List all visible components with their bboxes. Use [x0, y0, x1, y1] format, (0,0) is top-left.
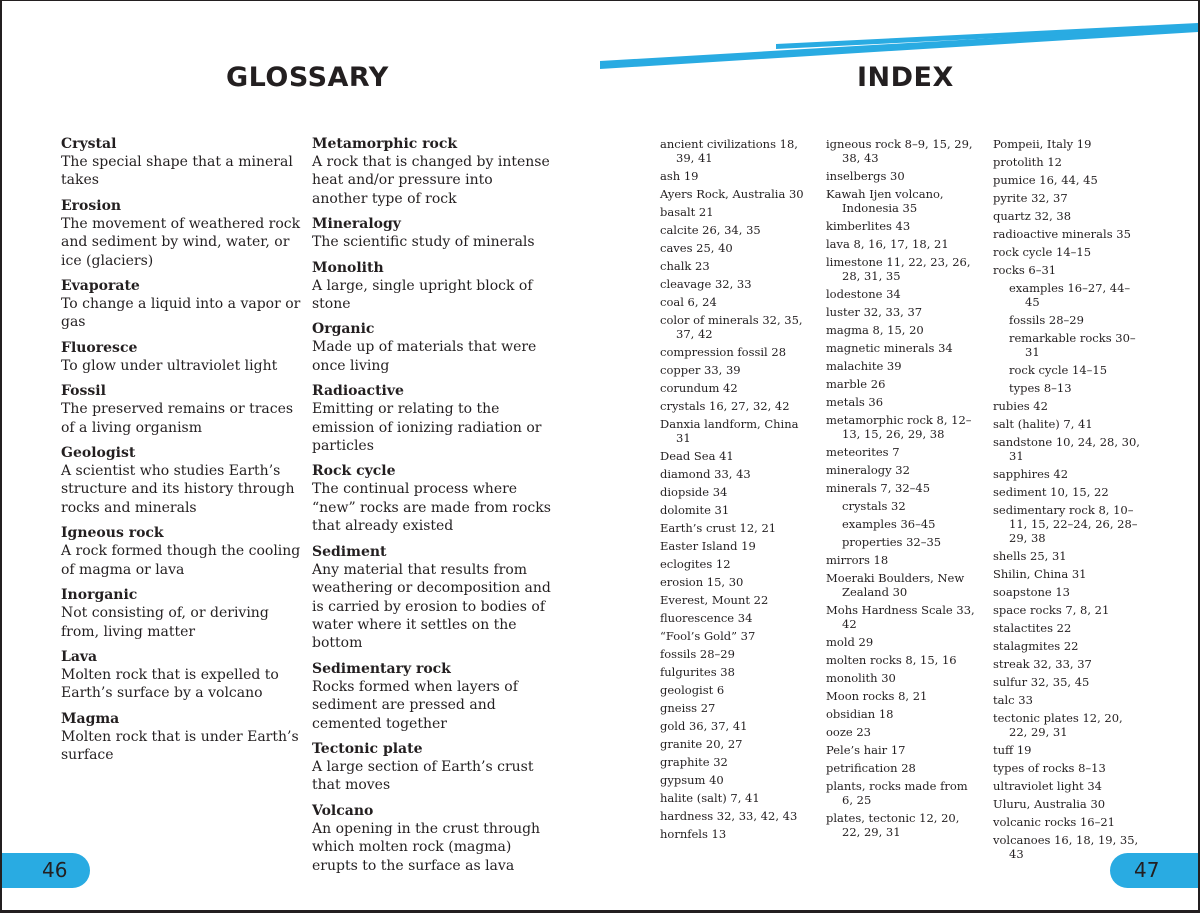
index-entry: magma 8, 15, 20 [826, 323, 924, 337]
glossary-term: Sediment [312, 543, 387, 560]
glossary-definition: To change a liquid into a vapor or gas [61, 296, 301, 331]
index-entry: meteorites 7 [826, 445, 900, 459]
index-entry: Moon rocks 8, 21 [826, 689, 928, 703]
glossary-definition: Made up of materials that were once living [312, 339, 537, 374]
glossary-definition: An opening in the crust through which molten rock (magma) erupts to the surface as lava [312, 820, 541, 874]
index-entry: chalk 23 [660, 259, 710, 273]
index-entry: Earth’s crust 12, 21 [660, 521, 777, 535]
index-entry: color of minerals 32, 35, 37, 42 [660, 313, 803, 341]
index-entry: coal 6, 24 [660, 295, 717, 309]
glossary-definition: Any material that results from weathering or decomposition and is carried by erosion to bodies of water where it settles on the bottom [312, 561, 551, 652]
glossary-entry [61, 710, 301, 765]
index-entry: kimberlites 43 [826, 219, 911, 233]
index-subentry: properties 32–35 [842, 535, 942, 549]
page-border-left [0, 0, 2, 913]
index-entry: halite (salt) 7, 41 [660, 791, 760, 805]
glossary-entry [61, 339, 301, 375]
index-entry: geologist 6 [660, 683, 725, 697]
index-entry: Kawah Ijen volcano, Indonesia 35 [826, 187, 944, 215]
index-entry: petrification 28 [826, 761, 916, 775]
index-entry: mirrors 18 [826, 553, 889, 567]
glossary-entry [312, 462, 552, 535]
index-subentry: crystals 32 [842, 499, 906, 513]
glossary-term: Erosion [61, 197, 122, 214]
glossary-definition: A rock formed though the cooling of magma or lava [61, 543, 301, 578]
index-entry: streak 32, 33, 37 [993, 657, 1092, 671]
index-entry: sediment 10, 15, 22 [993, 485, 1109, 499]
glossary-definition: The special shape that a mineral takes [61, 154, 293, 189]
index-entry: lava 8, 16, 17, 18, 21 [826, 237, 949, 251]
index-entry: ooze 23 [826, 725, 872, 739]
index-entry: pyrite 32, 37 [993, 191, 1068, 205]
glossary-term: Volcano [312, 802, 374, 819]
glossary-column-right [312, 135, 552, 882]
index-entry: rock cycle 14–15 [993, 245, 1092, 259]
index-entry: ultraviolet light 34 [993, 779, 1102, 793]
glossary-term: Magma [61, 710, 120, 727]
glossary-definition: Molten rock that is expelled to Earth’s surface by a volcano [61, 666, 279, 702]
index-entry: fulgurites 38 [660, 665, 735, 679]
index-entry: tectonic plates 12, 20, 22, 29, 31 [993, 711, 1123, 739]
glossary-column-left [61, 135, 301, 772]
index-entry: Easter Island 19 [660, 539, 756, 553]
index-subentry: examples 16–27, 44–45 [1009, 281, 1131, 309]
glossary-entry [312, 135, 552, 208]
index-entry: space rocks 7, 8, 21 [993, 603, 1110, 617]
index-entry: rubies 42 [993, 399, 1048, 413]
index-entry: dolomite 31 [660, 503, 730, 517]
glossary-entry [61, 277, 301, 332]
index-entry: fossils 28–29 [660, 647, 735, 661]
glossary-term: Fossil [61, 383, 106, 400]
glossary-term: Geologist [61, 445, 136, 462]
glossary-entry [312, 259, 552, 314]
index-subentry: examples 36–45 [842, 517, 936, 531]
glossary-term: Evaporate [61, 278, 140, 295]
index-column-1 [660, 137, 810, 845]
accent-stripe [598, 22, 1198, 72]
index-entry: pumice 16, 44, 45 [993, 173, 1098, 187]
glossary-entry [312, 660, 552, 733]
page-number-right: 47 [1134, 858, 1160, 882]
glossary-term: Igneous rock [61, 525, 164, 542]
index-entry: Uluru, Australia 30 [993, 797, 1106, 811]
index-entry: caves 25, 40 [660, 241, 733, 255]
glossary-definition: Rocks formed when layers of sediment are pressed and cemented together [312, 678, 518, 732]
index-entry: radioactive minerals 35 [993, 227, 1131, 241]
glossary-entry [312, 215, 552, 251]
glossary-term: Mineralogy [312, 216, 401, 233]
glossary-term: Radioactive [312, 383, 404, 400]
index-entry: Shilin, China 31 [993, 567, 1087, 581]
index-entry: Everest, Mount 22 [660, 593, 769, 607]
index-entry: ash 19 [660, 169, 699, 183]
glossary-entry [61, 197, 301, 270]
glossary-entry [312, 543, 552, 653]
index-entry: hardness 32, 33, 42, 43 [660, 809, 798, 823]
index-entry: molten rocks 8, 15, 16 [826, 653, 957, 667]
glossary-term: Metamorphic rock [312, 136, 458, 152]
index-entry: sulfur 32, 35, 45 [993, 675, 1090, 689]
index-entry: limestone 11, 22, 23, 26, 28, 31, 35 [826, 255, 971, 283]
index-entry: Ayers Rock, Australia 30 [660, 187, 804, 201]
glossary-entry [312, 740, 552, 795]
index-entry: mold 29 [826, 635, 874, 649]
index-subentry: fossils 28–29 [1009, 313, 1084, 327]
index-entry: cleavage 32, 33 [660, 277, 752, 291]
index-entry: Danxia landform, China 31 [660, 417, 799, 445]
glossary-entry [61, 586, 301, 641]
index-entry: protolith 12 [993, 155, 1062, 169]
index-entry: gypsum 40 [660, 773, 724, 787]
index-entry: luster 32, 33, 37 [826, 305, 923, 319]
glossary-entry [61, 524, 301, 579]
index-entry: magnetic minerals 34 [826, 341, 953, 355]
index-entry: corundum 42 [660, 381, 738, 395]
index-entry: stalagmites 22 [993, 639, 1079, 653]
index-entry: gneiss 27 [660, 701, 716, 715]
index-entry: inselbergs 30 [826, 169, 905, 183]
index-entry: graphite 32 [660, 755, 728, 769]
index-entry: monolith 30 [826, 671, 896, 685]
index-entry: quartz 32, 38 [993, 209, 1072, 223]
glossary-term: Sedimentary rock [312, 660, 451, 677]
index-entry: soapstone 13 [993, 585, 1070, 599]
glossary-definition: The continual process where “new” rocks are made from rocks that already existed [312, 481, 551, 535]
glossary-term: Lava [61, 648, 98, 665]
index-entry: crystals 16, 27, 32, 42 [660, 399, 790, 413]
index-entry: salt (halite) 7, 41 [993, 417, 1093, 431]
index-entry: hornfels 13 [660, 827, 727, 841]
index-subentry: rock cycle 14–15 [1009, 363, 1108, 377]
glossary-definition: Not consisting of, or deriving from, living matter [61, 605, 269, 640]
index-entry: Mohs Hardness Scale 33, 42 [826, 603, 975, 631]
index-entry: lodestone 34 [826, 287, 901, 301]
glossary-entry [61, 648, 301, 703]
index-entry: volcanoes 16, 18, 19, 35, 43 [993, 833, 1139, 861]
index-entry: Dead Sea 41 [660, 449, 734, 463]
glossary-definition: Molten rock that is under Earth’s surface [61, 728, 299, 764]
index-entry: metals 36 [826, 395, 884, 409]
index-entry: sandstone 10, 24, 28, 30, 31 [993, 435, 1140, 463]
index-subentry: types 8–13 [1009, 381, 1072, 395]
index-entry: calcite 26, 34, 35 [660, 223, 761, 237]
glossary-term: Rock cycle [312, 463, 396, 480]
index-column-2 [826, 137, 976, 843]
glossary-definition: To glow under ultraviolet light [61, 357, 278, 374]
glossary-term: Fluoresce [61, 339, 138, 356]
glossary-definition: The movement of weathered rock and sediment by wind, water, or ice (glaciers) [61, 215, 301, 269]
glossary-definition: A large, single upright block of stone [312, 277, 533, 313]
index-entry: basalt 21 [660, 205, 714, 219]
glossary-term: Tectonic plate [312, 740, 423, 757]
index-entry: types of rocks 8–13 [993, 761, 1106, 775]
index-entry: mineralogy 32 [826, 463, 910, 477]
index-entry: diamond 33, 43 [660, 467, 751, 481]
glossary-entry [312, 320, 552, 375]
glossary-term: Monolith [312, 259, 384, 276]
index-entry: obsidian 18 [826, 707, 894, 721]
index-entry: granite 20, 27 [660, 737, 743, 751]
glossary-entry [312, 802, 552, 875]
glossary-term: Inorganic [61, 587, 138, 604]
index-entry: Pele’s hair 17 [826, 743, 906, 757]
glossary-entry [312, 382, 552, 455]
index-entry: sapphires 42 [993, 467, 1069, 481]
index-entry: Moeraki Boulders, New Zealand 30 [826, 571, 965, 599]
glossary-entry [61, 444, 301, 517]
page-number-left: 46 [42, 858, 68, 882]
index-entry: compression fossil 28 [660, 345, 787, 359]
glossary-entry [61, 135, 301, 190]
index-entry: stalactites 22 [993, 621, 1072, 635]
glossary-definition: The preserved remains or traces of a living organism [61, 401, 294, 436]
glossary-definition: A large section of Earth’s crust that moves [312, 758, 534, 794]
index-entry: malachite 39 [826, 359, 902, 373]
index-entry: copper 33, 39 [660, 363, 741, 377]
index-entry: diopside 34 [660, 485, 728, 499]
index-entry: Pompeii, Italy 19 [993, 137, 1092, 151]
index-entry: gold 36, 37, 41 [660, 719, 748, 733]
page-number-tab-right [1110, 853, 1198, 888]
index-entry: volcanic rocks 16–21 [993, 815, 1115, 829]
index-entry: fluorescence 34 [660, 611, 753, 625]
index-subentry: remarkable rocks 30–31 [1009, 331, 1136, 359]
index-entry: sedimentary rock 8, 10–11, 15, 22–24, 26, 28–29, 38 [993, 503, 1138, 545]
page-border-top [0, 0, 1200, 1]
index-entry: plants, rocks made from 6, 25 [826, 779, 968, 807]
index-entry: metamorphic rock 8, 12–13, 15, 26, 29, 38 [826, 413, 972, 441]
index-entry: “Fool’s Gold” 37 [660, 629, 756, 643]
accent-stripe-highlight [776, 23, 1198, 49]
index-entry: minerals 7, 32–45 [826, 481, 931, 495]
glossary-definition: A rock that is changed by intense heat and/or pressure into another type of rock [312, 154, 550, 207]
index-entry: marble 26 [826, 377, 886, 391]
glossary-definition: A scientist who studies Earth’s structure and its history through rocks and minerals [61, 463, 295, 516]
glossary-term: Crystal [61, 136, 117, 152]
glossary-definition: The scientific study of minerals [312, 234, 535, 251]
glossary-definition: Emitting or relating to the emission of ionizing radiation or particles [312, 401, 542, 455]
glossary-term: Organic [312, 321, 375, 338]
index-column-3 [993, 137, 1143, 865]
index-entry: plates, tectonic 12, 20, 22, 29, 31 [826, 811, 960, 839]
index-entry: ancient civilizations 18, 39, 41 [660, 137, 798, 165]
index-entry: eclogites 12 [660, 557, 731, 571]
index-entry: talc 33 [993, 693, 1033, 707]
glossary-heading: GLOSSARY [226, 62, 389, 93]
glossary-entry [61, 382, 301, 437]
index-entry: erosion 15, 30 [660, 575, 744, 589]
index-heading: INDEX [857, 62, 954, 93]
index-entry: tuff 19 [993, 743, 1032, 757]
index-entry: rocks 6–31 [993, 263, 1057, 277]
index-entry: shells 25, 31 [993, 549, 1067, 563]
page-number-tab-left [2, 853, 90, 888]
index-entry: igneous rock 8–9, 15, 29, 38, 43 [826, 137, 973, 165]
